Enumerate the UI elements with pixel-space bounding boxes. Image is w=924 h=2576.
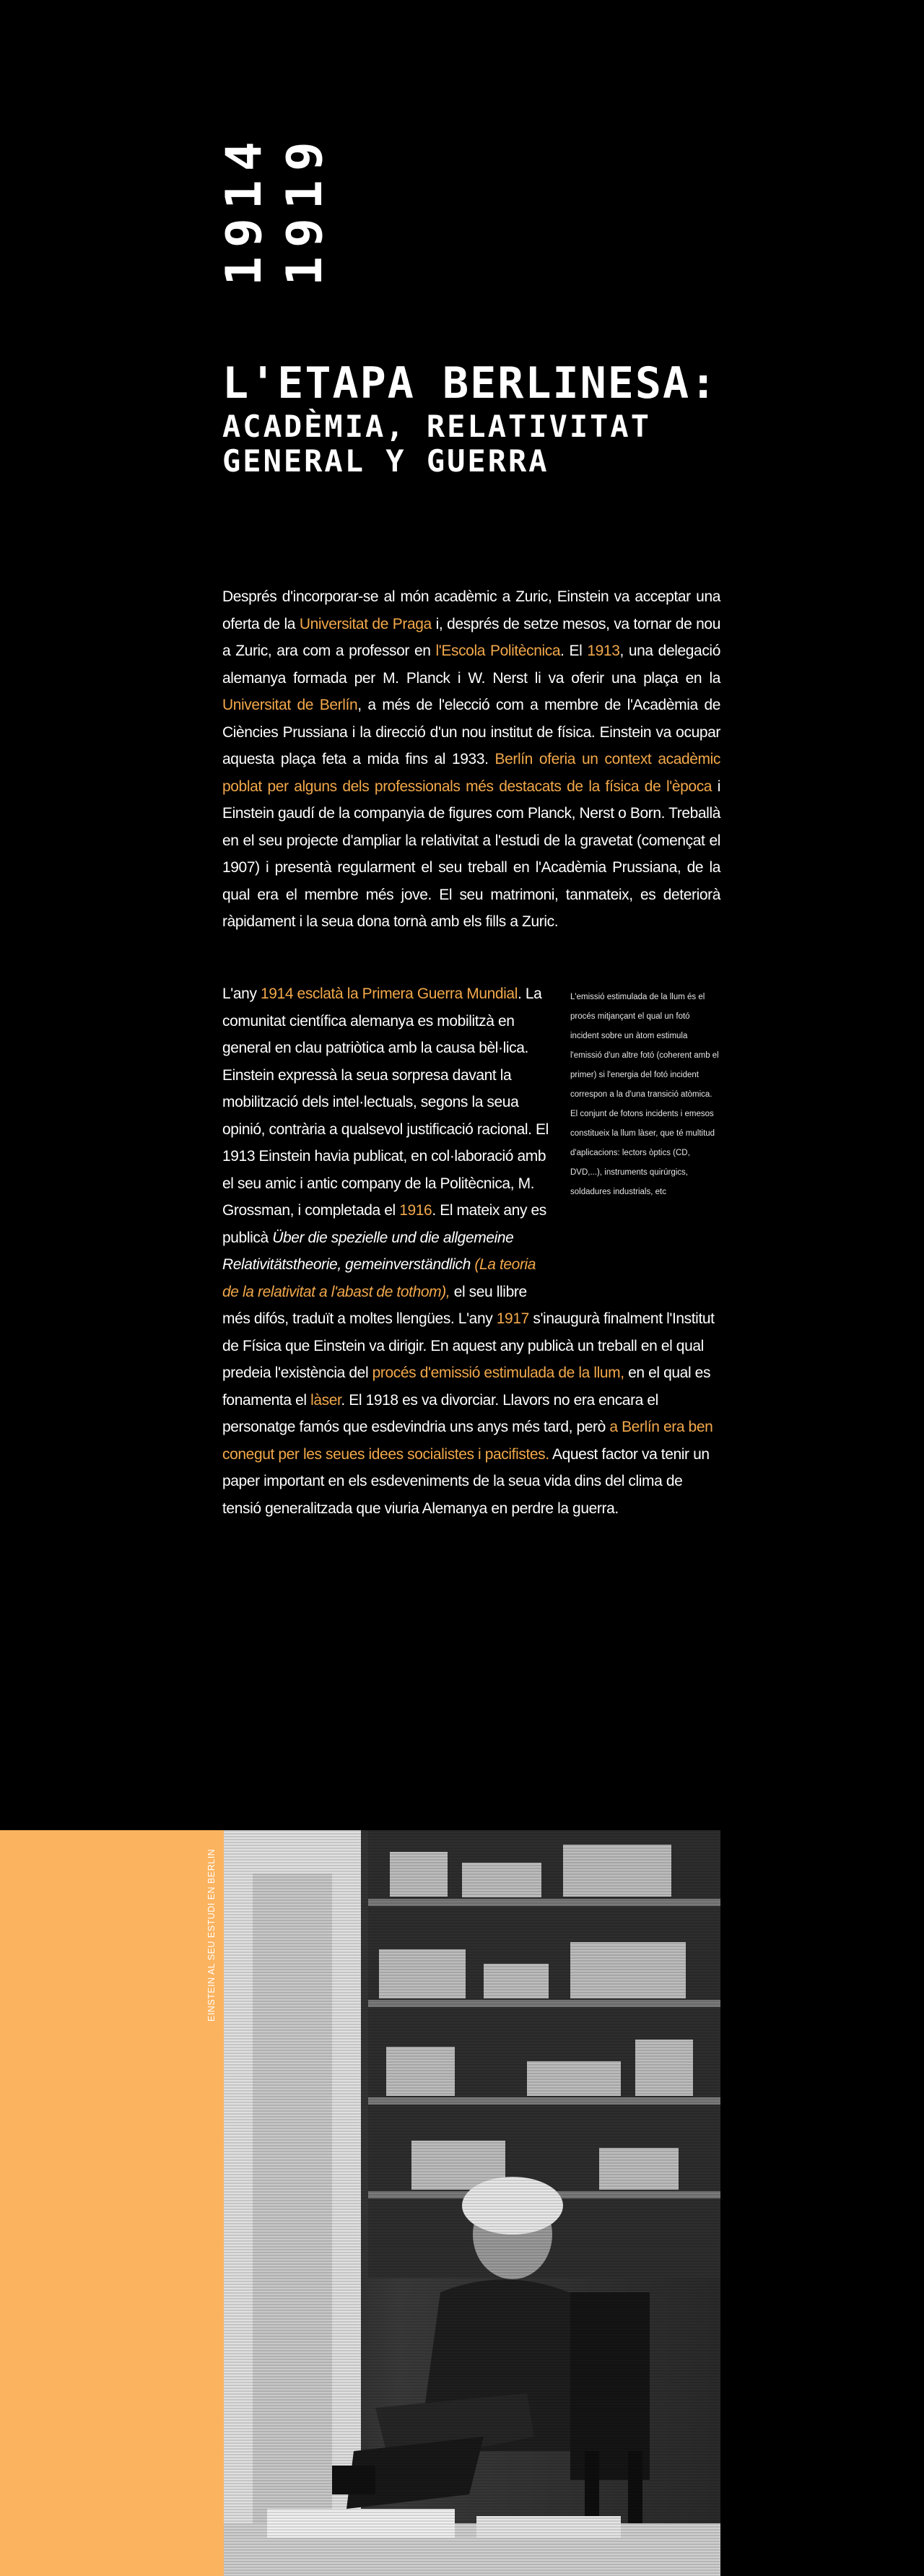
highlighted-text: procés d'emissió estimulada de la llum, [372, 1365, 624, 1381]
highlighted-text: 1916 [399, 1202, 432, 1219]
body-text: s'inaugurà finalment l'Institut de Física que Einstein va dirigir. En aquest any publicà un treball en el qual predeia l'existència del [222, 1310, 715, 1381]
body-paragraph-1 [222, 583, 720, 936]
body-text: i, després de setze mesos, va tornar de nou a Zuric, ara com a professor en [222, 615, 720, 659]
photo-caption-text: EINSTEIN AL SEU ESTUDI EN BERLIN [206, 1848, 217, 2022]
title-sub-line2: GENERAL Y GUERRA [222, 443, 549, 479]
year-end: 1919 [276, 133, 334, 286]
section-title [222, 357, 728, 479]
body-text: Aquest factor va tenir un paper important en els esdeveniments de la seua vida dins del clima de tensió generalitzada que viuria Alemanya en perdre la guerra. [222, 1445, 710, 1517]
sidenote: L'emissió estimulada de la llum és el procés mitjançant el qual un fotó incident sobre un àtom estimula l'emissió d'un altre fotó (coherent amb el primer) si l'energia del fotó incident correspon a la d'una transició atòmica. El conjunt de fotons incidents i emesos constitueix la llum làser, que té multitud d'aplicacions: lectors òptics (CD, DVD,...), instruments quirúrgics, soldadures industrials, etc [570, 993, 719, 1196]
highlighted-text: làser [310, 1391, 341, 1409]
highlighted-text: 1913 [587, 643, 620, 659]
year-start: 1914 [216, 133, 273, 286]
body-paragraph-2 [222, 980, 720, 1522]
body-text: . La comunitat científica alemanya es mobilitzà en general en clau patriòtica amb la causa bèl·lica. Einstein expressà la seua sorpresa davant la mobilització dels intel·lectuals, segons la seua opinió, contrària a qualsevol justificació racional. El 1913 Einstein havia publicat, en col·laboració amb el seu amic i antic company de la Politècnica, M. Grossman, i completada el [222, 985, 549, 1219]
highlighted-text: a Berlín era ben conegut per les seues idees socialistes i pacifistes. [222, 1419, 713, 1463]
body-text: el seu llibre més difós, traduït a moltes llengües. L'any [222, 1283, 527, 1327]
highlighted-text: 1914 esclatà la Primera Guerra Mundial [260, 985, 518, 1002]
photo-caption [202, 1834, 224, 2029]
photo-accent-band [0, 1830, 224, 2576]
title-main: L'ETAPA BERLINESA: [222, 358, 718, 409]
highlighted-text: Universitat de Berlín [222, 697, 358, 713]
body-text: Über die spezielle und die allgemeine Relativitätstheorie, gemeinverständlich [222, 1229, 514, 1273]
body-text: en el qual es fonamenta el [222, 1365, 711, 1409]
title-sub-line1: ACADÈMIA, RELATIVITAT [222, 409, 652, 444]
highlighted-text: (La teoria de la relativitat a l'abast de tothom), [222, 1256, 536, 1300]
body-text: . El 1918 es va divorciar. Llavors no era encara el personatge famós que esdevindria uns anys més tard, però [222, 1391, 658, 1435]
body-text: , una delegació alemanya formada per M. Planck i W. Nerst li va oferir una plaça en la [222, 643, 720, 687]
highlighted-text: Berlín oferia un context acadèmic poblat per alguns dels professionals més destacats de la física de l'època [222, 751, 720, 795]
highlighted-text: Universitat de Praga [299, 615, 432, 632]
highlighted-text: 1917 [496, 1310, 529, 1327]
body-text: , a més de l'elecció com a membre de l'Acadèmia de Ciències Prussiana i la direcció d'un nou institut de física. Einstein va ocupar aquesta plaça feta a mida fins al 1933. [222, 697, 721, 767]
body-text: . El mateix any es publicà [222, 1202, 546, 1246]
body-text: L'any [222, 985, 261, 1002]
photo-illustration [224, 1830, 720, 2576]
body-text: i Einstein gaudí de la companyia de figures com Planck, Nerst o Born. Treballà en el seu projecte d'ampliar la relativitat a l'estudi de la gravetat (començat el 1907) i presentà regularment el seu treball en l'Acadèmia Prussiana, de la qual era el membre més jove. El seu matrimoni, tanmateix, es deteriorà ràpidament i la seua dona tornà amb els fills a Zuric. [222, 778, 720, 930]
year-range [216, 133, 336, 286]
body-text: . El [560, 643, 588, 659]
body-text: Després d'incorporar-se al món acadèmic a Zuric, Einstein va acceptar una oferta de la [222, 588, 720, 632]
einstein-study-photo [224, 1830, 720, 2576]
highlighted-text: l'Escola Politècnica [435, 643, 561, 659]
